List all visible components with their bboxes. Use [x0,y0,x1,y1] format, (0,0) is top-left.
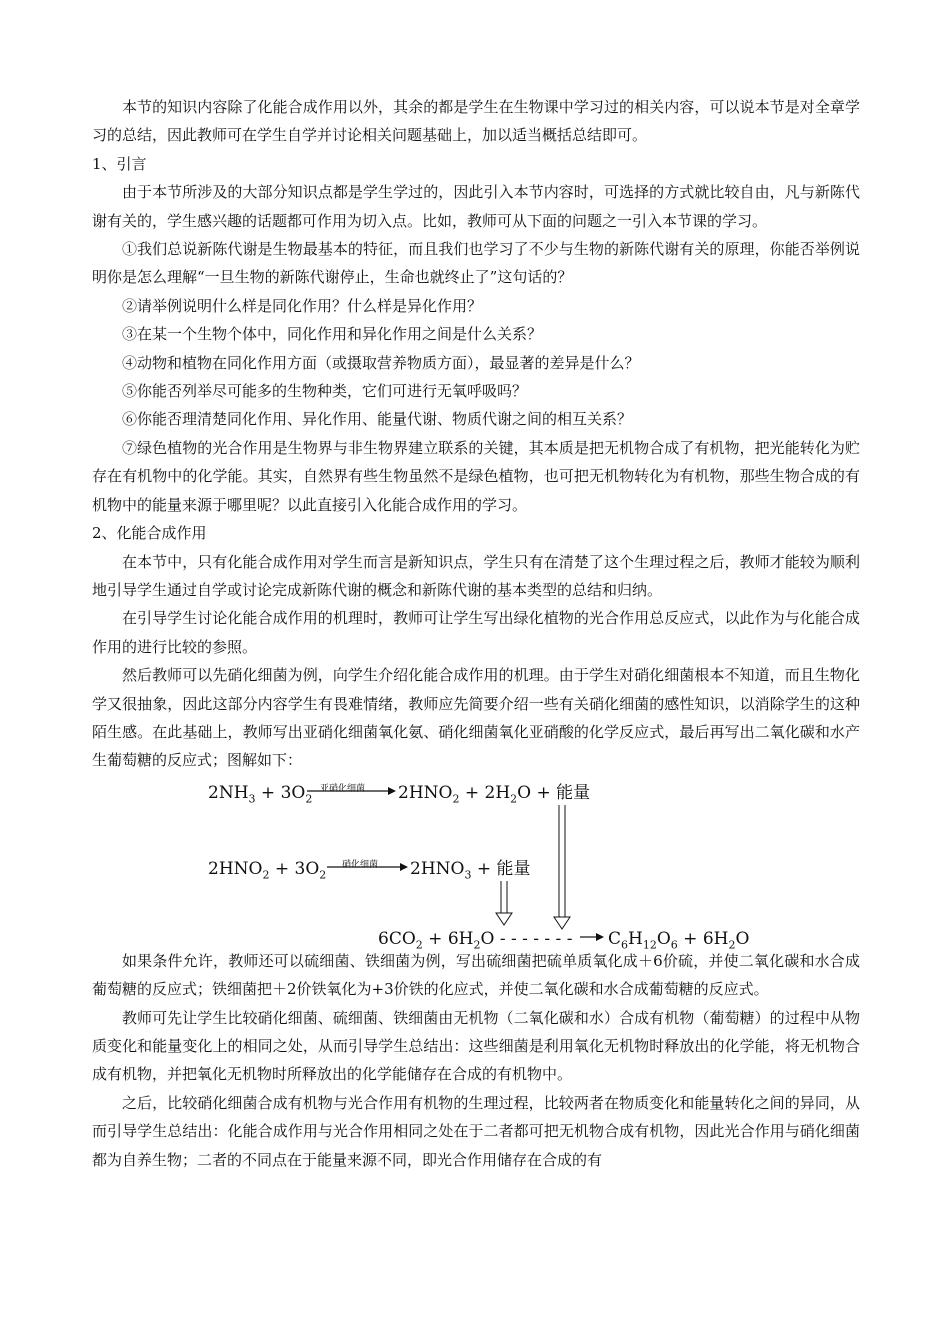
equation-ammonia-products: $2HNO_2 + 2H_2O$ + 能量 [398,782,591,806]
section-heading-chemosynthesis: 2、化能合成作用 [92,524,207,543]
section2-paragraph-4: 如果条件允许，教师还可以硫细菌、铁细菌为例，写出硫细菌把硫单质氧化成＋6价硫，并使二氧化碳和水合成葡萄糖的反应式；铁细菌把＋2价铁氧化为+3价铁的化应式，并使二氧化碳和水合成葡萄糖的反应式。 [92,951,860,999]
nitrate-bacteria-label: 硝化细菌 [342,859,379,870]
document-page [92,93,860,1174]
question-1: ①我们总说新陈代谢是生物最基本的特征，而且我们也学习了不少与生物的新陈代谢有关的原理，你能否举例说明你是怎么理解“一旦生物的新陈代谢停止，生命也就终止了”这句话的？ [92,240,860,287]
section2-paragraph-5: 教师可先让学生比较硝化细菌、硫细菌、铁细菌由无机物（二氧化碳和水）合成有机物（葡萄糖）的过程中从物质变化和能量变化上的相同之处，从而引导学生总结出：这些细菌是利用氧化无机物时释放出的化学能，将无机物合成有机物，并把氧化无机物时所释放出的化学能储存在合成的有机物中。 [92,1008,860,1084]
section2-paragraph-6: 之后，比较硝化细菌合成有机物与光合作用有机物的生理过程，比较两者在物质变化和能量转化之间的异同，从而引导学生总结出：化能合成作用与光合作用相同之处在于二者都可把无机物合成有机物，因此光合作用与硝化细菌都为自养生物；二者的不同点在于能量来源不同，即光合作用储存在合成的有 [92,1093,860,1169]
equation-ammonia-oxidation: $2NH_3 + 3O_2$ [208,782,313,806]
question-3: ③在某一个生物个体中，同化作用和异化作用之间是什么关系？ [122,325,543,344]
intro-paragraph: 本节的知识内容除了化能合成作用以外，其余的都是学生在生物课中学习过的相关内容，可以说本节是对全章学习的总结，因此教师可在学生自学并讨论相关问题基础上，加以适当概括总结即可。 [92,98,860,145]
section2-paragraph-3: 然后教师可以先硝化细菌为例，向学生介绍化能合成作用的机理。由于学生对硝化细菌根本不知道，而且生物化学又很抽象，因此这部分内容学生有畏难情绪，教师应先简要介绍一些有关硝化细菌的感性知识，以消除学生的这种陌生感。在此基础上，教师写出亚硝化细菌氧化氨、硝化细菌氧化亚硝酸的化学反应式，最后再写出二氧化碳和水产生葡萄糖的反应式；图解如下： [92,666,860,770]
question-6: ⑥你能否理清楚同化作用、异化作用、能量代谢、物质代谢之间的相互关系？ [122,410,633,429]
equation-nitrite-oxidation: $2HNO_2 + 3O_2$ [208,858,327,882]
section-heading-intro: 1、引言 [92,154,147,173]
question-5: ⑤你能否列举尽可能多的生物种类，它们可进行无氧呼吸吗？ [122,382,528,401]
equation-nitrite-products: $2HNO_3$ + 能量 [410,858,531,882]
section2-paragraph-2: 在引导学生讨论化能合成作用的机理时，教师可让学生写出绿化植物的光合作用总反应式，以此作为与化能合成作用的进行比较的参照。 [92,609,860,656]
question-7: ⑦绿色植物的光合作用是生物界与非生物界建立联系的关键，其本质是把无机物合成了有机物，把光能转化为贮存在有机物中的化学能。其实，自然界有些生物虽然不是绿色植物，也可把无机物转化为有机物，那些生物合成的有机物中的能量来源于哪里呢？以此直接引入化能合成作用的学习。 [92,438,860,514]
reaction-diagram [92,777,860,952]
equation-glucose-products: $C_6H_{12}O_6 + 6H_2O$ [608,928,750,952]
nitrite-bacteria-label: 亚硝化细菌 [320,783,366,794]
question-2: ②请举例说明什么样是同化作用？什么样是异化作用？ [122,296,483,315]
equation-glucose-synthesis: $6CO_2 + 6H_2O$ - - - - - - - [378,928,573,952]
question-4: ④动物和植物在同化作用方面（或摄取营养物质方面），最显著的差异是什么？ [122,353,640,372]
section1-intro-paragraph: 由于本节所涉及的大部分知识点都是学生学过的，因此引入本节内容时，可选择的方式就比较自由，凡与新陈代谢有关的，学生感兴趣的话题都可作用为切入点。比如，教师可从下面的问题之一引入本节课的学习。 [92,183,860,230]
section2-paragraph-1: 在本节中，只有化能合成作用对学生而言是新知识点，学生只有在清楚了这个生理过程之后，教师才能较为顺利地引导学生通过自学或讨论完成新陈代谢的概念和新陈代谢的基本类型的总结和归纳。 [92,552,860,599]
